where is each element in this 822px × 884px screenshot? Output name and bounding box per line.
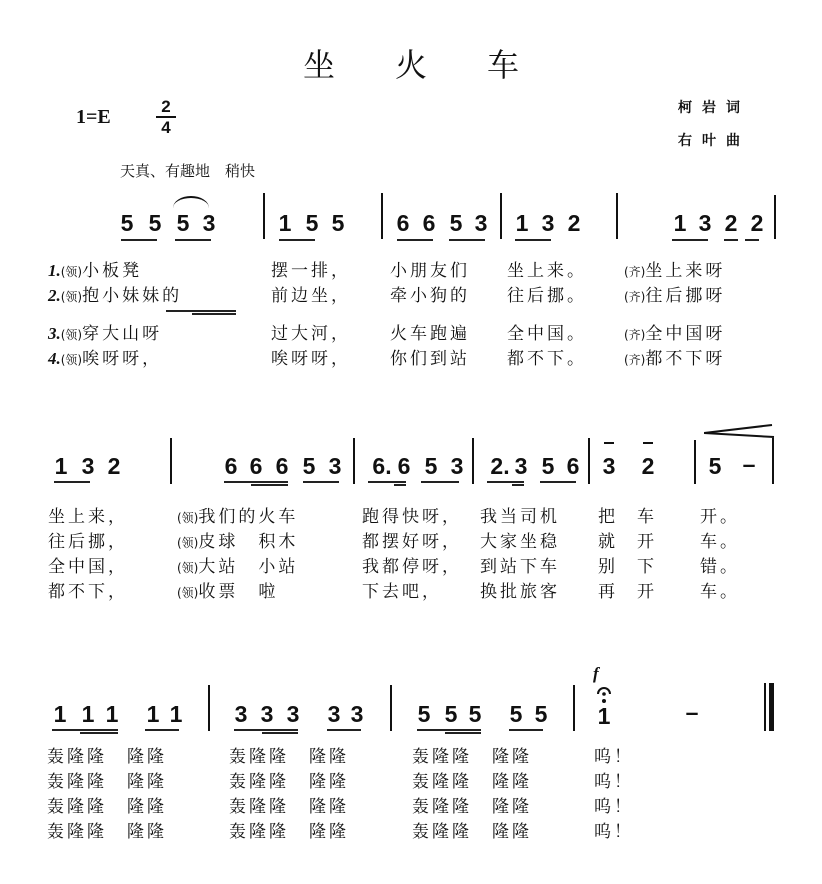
lyric-segment: 轰隆隆 隆隆 [229, 747, 349, 767]
underline [175, 239, 211, 241]
lyric-segment: 轰隆隆 隆隆 [412, 772, 532, 792]
lyric-segment: 轰隆隆 隆隆 [229, 772, 349, 792]
note: 5 [468, 701, 482, 727]
barline [208, 685, 210, 731]
lyric-segment: 开 [637, 582, 657, 602]
lyric-segment: 把 [598, 507, 618, 527]
lyric-segment: 往后挪。 [507, 286, 587, 306]
underline [303, 481, 339, 483]
underline [487, 481, 524, 483]
underline [421, 481, 459, 483]
lyric-segment: 摆一排， [271, 261, 351, 281]
lyric-segment: 再 [598, 582, 618, 602]
barline [381, 193, 383, 239]
underline [327, 729, 361, 731]
composer-credit: 右叶曲 [678, 133, 750, 149]
verse-2-line [48, 285, 182, 308]
lyric-segment: 呜！ [594, 747, 634, 767]
note: 1 [53, 701, 67, 727]
underline [509, 729, 543, 731]
lead-marker: (领) [177, 561, 199, 575]
lyric-segment: 轰隆隆 隆隆 [47, 772, 167, 792]
chorus-marker: (齐) [624, 353, 646, 367]
lyric-segment: 轰隆隆 隆隆 [47, 797, 167, 817]
note: 2 [107, 453, 121, 479]
lyric-segment: 坐上来， [48, 507, 128, 527]
underline [52, 729, 118, 731]
lyric-segment: 全中国。 [507, 324, 587, 344]
note: 3 [260, 701, 274, 727]
tenuto-mark [604, 442, 614, 444]
lyric-segment: 车。 [700, 582, 740, 602]
tenuto-mark [643, 442, 653, 444]
underline [449, 239, 485, 241]
lyric-segment: 前边坐， [271, 286, 351, 306]
chorus-marker: (齐) [624, 328, 646, 342]
dash-extension: – [742, 451, 756, 477]
lyric-segment: 唉呀呀， [271, 349, 351, 369]
underline [279, 239, 315, 241]
tempo-marking: 天真、有趣地 稍快 [120, 162, 256, 180]
note: 3 [328, 453, 342, 479]
underline [672, 239, 708, 241]
note: 5 [541, 453, 555, 479]
lyric-segment: 坐上来。 [507, 261, 587, 281]
lyric-segment: 大站 小站 [198, 557, 299, 577]
lyric-segment: 全中国呀 [645, 324, 726, 344]
time-sig-denominator: 4 [161, 118, 171, 137]
note: 2 [724, 210, 738, 236]
note: 5 [534, 701, 548, 727]
underline [724, 239, 738, 241]
note: 6 [422, 210, 436, 236]
underline [166, 310, 236, 312]
barline [170, 438, 172, 484]
barline [694, 440, 696, 484]
lead-marker: (领) [177, 536, 199, 550]
lyric-segment: 轰隆隆 隆隆 [412, 747, 532, 767]
chorus-line [624, 323, 725, 346]
note: 6 [224, 453, 238, 479]
lyric-segment: 牵小狗的 [390, 286, 470, 306]
lyric-segment: 轰隆隆 隆隆 [412, 797, 532, 817]
note: 3 [541, 210, 555, 236]
note: 1 [673, 210, 687, 236]
lyric-segment: 轰隆隆 隆隆 [229, 822, 349, 842]
underline [417, 729, 481, 731]
lyric-segment: 都不下， [48, 582, 128, 602]
underline [394, 484, 406, 486]
lyric-segment: 大家坐稳 [480, 532, 560, 552]
lyric-segment: 呜！ [594, 797, 634, 817]
barline [774, 195, 776, 239]
barline [390, 685, 392, 731]
underline [121, 239, 157, 241]
underline [234, 729, 298, 731]
lyric-segment: 就 [598, 532, 618, 552]
lyric-segment: 轰隆隆 隆隆 [47, 747, 167, 767]
note: 5 [708, 453, 722, 479]
note: 5 [424, 453, 438, 479]
underline [397, 239, 433, 241]
fermata-icon [596, 684, 612, 698]
key-signature: 1=E [76, 106, 111, 128]
note: 5 [302, 453, 316, 479]
note: 3 [81, 453, 95, 479]
underline [224, 481, 288, 483]
lead-marker: (领) [60, 265, 83, 279]
barline [772, 438, 774, 484]
note: 3 [202, 210, 216, 236]
note: 6. [372, 453, 392, 479]
lyric-segment: 小朋友们 [390, 261, 470, 281]
lyric-segment: 轰隆隆 隆隆 [47, 822, 167, 842]
note: 3 [474, 210, 488, 236]
lyric-segment: 都不下呀 [645, 349, 726, 369]
verse-number: 2. [48, 286, 61, 305]
dash-extension: – [685, 699, 699, 725]
underline [745, 239, 759, 241]
note: 5 [148, 210, 162, 236]
barline [353, 438, 355, 484]
note: 6 [566, 453, 580, 479]
barline [472, 438, 474, 484]
lead-line [177, 506, 298, 529]
lead-marker: (领) [60, 290, 83, 304]
note: 1 [81, 701, 95, 727]
forte-dynamic: f [593, 664, 599, 683]
underline [368, 481, 406, 483]
note: 6 [249, 453, 263, 479]
note: 1 [105, 701, 119, 727]
lead-marker: (领) [60, 353, 83, 367]
note: 5 [509, 701, 523, 727]
lyricist-credit: 柯岩词 [678, 100, 750, 116]
verse-3-line [48, 323, 162, 346]
note: 6 [275, 453, 289, 479]
note: 2 [567, 210, 581, 236]
lyric-segment: 你们到站 [390, 349, 470, 369]
barline [588, 438, 590, 484]
lyric-segment: 火车跑遍 [390, 324, 470, 344]
verse-number: 3. [48, 324, 61, 343]
lead-marker: (领) [177, 511, 199, 525]
chorus-line [624, 260, 725, 283]
note: 2 [641, 453, 655, 479]
chorus-marker: (齐) [624, 290, 646, 304]
lyric-segment: 小板凳 [82, 261, 143, 281]
underline [262, 732, 298, 734]
verse-4-line [48, 348, 162, 371]
chorus-marker: (齐) [624, 265, 646, 279]
lyric-segment: 车。 [700, 532, 740, 552]
note: 5 [444, 701, 458, 727]
barline [263, 193, 265, 239]
note: 1 [515, 210, 529, 236]
barline [616, 193, 618, 239]
crescendo-hairpin-icon [704, 423, 776, 443]
note: 5 [176, 210, 190, 236]
lyric-segment: 别 [598, 557, 618, 577]
note: 3 [350, 701, 364, 727]
chorus-line [624, 285, 725, 308]
note: 2. [490, 453, 510, 479]
verse-number: 1. [48, 261, 61, 280]
song-title: 坐火车 [302, 46, 579, 84]
lyric-segment: 皮球 积木 [198, 532, 299, 552]
barline [500, 193, 502, 239]
note: 5 [417, 701, 431, 727]
note: 3 [234, 701, 248, 727]
lead-line [177, 556, 298, 579]
note: 2 [750, 210, 764, 236]
lyric-segment: 都摆好呀， [362, 532, 462, 552]
slur [173, 196, 209, 208]
underline [251, 484, 288, 486]
underline [515, 239, 551, 241]
chorus-line [624, 348, 725, 371]
lyric-segment: 开 [637, 532, 657, 552]
lyric-segment: 过大河， [271, 324, 351, 344]
note: 1 [169, 701, 183, 727]
note: 3 [698, 210, 712, 236]
lyric-segment: 坐上来呀 [645, 261, 726, 281]
lyric-segment: 呜！ [594, 822, 634, 842]
lyric-segment: 全中国， [48, 557, 128, 577]
note: 3 [286, 701, 300, 727]
verse-1-line [48, 260, 142, 283]
lyric-segment: 抱小妹妹的 [82, 286, 183, 306]
lyric-segment: 呜！ [594, 772, 634, 792]
underline [512, 484, 524, 486]
note: 5 [449, 210, 463, 236]
note: 5 [305, 210, 319, 236]
lyric-segment: 唉呀呀， [82, 349, 163, 369]
underline [145, 729, 179, 731]
final-barline [769, 683, 774, 731]
lyric-segment: 收票 啦 [198, 582, 279, 602]
lyric-segment: 下去吧， [362, 582, 442, 602]
lyric-segment: 开。 [700, 507, 740, 527]
time-sig-numerator: 2 [161, 97, 171, 116]
lead-marker: (领) [177, 586, 199, 600]
lyric-segment: 我当司机 [480, 507, 560, 527]
lyric-segment: 穿大山呀 [82, 324, 163, 344]
lyric-segment: 换批旅客 [480, 582, 560, 602]
lyric-segment: 轰隆隆 隆隆 [229, 797, 349, 817]
note: 3 [514, 453, 528, 479]
underline [192, 313, 236, 315]
note: 5 [331, 210, 345, 236]
note: 1 [278, 210, 292, 236]
lyric-segment: 到站下车 [480, 557, 560, 577]
note: 3 [327, 701, 341, 727]
time-signature [156, 98, 176, 136]
note: 3 [450, 453, 464, 479]
lyric-segment: 跑得快呀， [362, 507, 462, 527]
lyric-segment: 我都停呀， [362, 557, 462, 577]
lyric-segment: 往后挪呀 [645, 286, 726, 306]
note: 6 [396, 210, 410, 236]
lead-line [177, 531, 298, 554]
lyric-segment: 我们的火车 [198, 507, 299, 527]
underline [54, 481, 90, 483]
underline [445, 732, 481, 734]
lyric-segment: 错。 [700, 557, 740, 577]
lyric-segment: 车 [637, 507, 657, 527]
note: 6 [397, 453, 411, 479]
lead-line [177, 581, 278, 604]
note: 1 [146, 701, 160, 727]
barline [764, 683, 766, 731]
note: 1 [597, 703, 611, 729]
lyric-segment: 往后挪， [48, 532, 128, 552]
lead-marker: (领) [60, 328, 83, 342]
verse-number: 4. [48, 349, 61, 368]
note: 5 [120, 210, 134, 236]
barline [573, 685, 575, 731]
note: 1 [54, 453, 68, 479]
underline [80, 732, 118, 734]
lyric-segment: 轰隆隆 隆隆 [412, 822, 532, 842]
note: 3 [602, 453, 616, 479]
lyric-segment: 都不下。 [507, 349, 587, 369]
lyric-segment: 下 [637, 557, 657, 577]
underline [540, 481, 576, 483]
